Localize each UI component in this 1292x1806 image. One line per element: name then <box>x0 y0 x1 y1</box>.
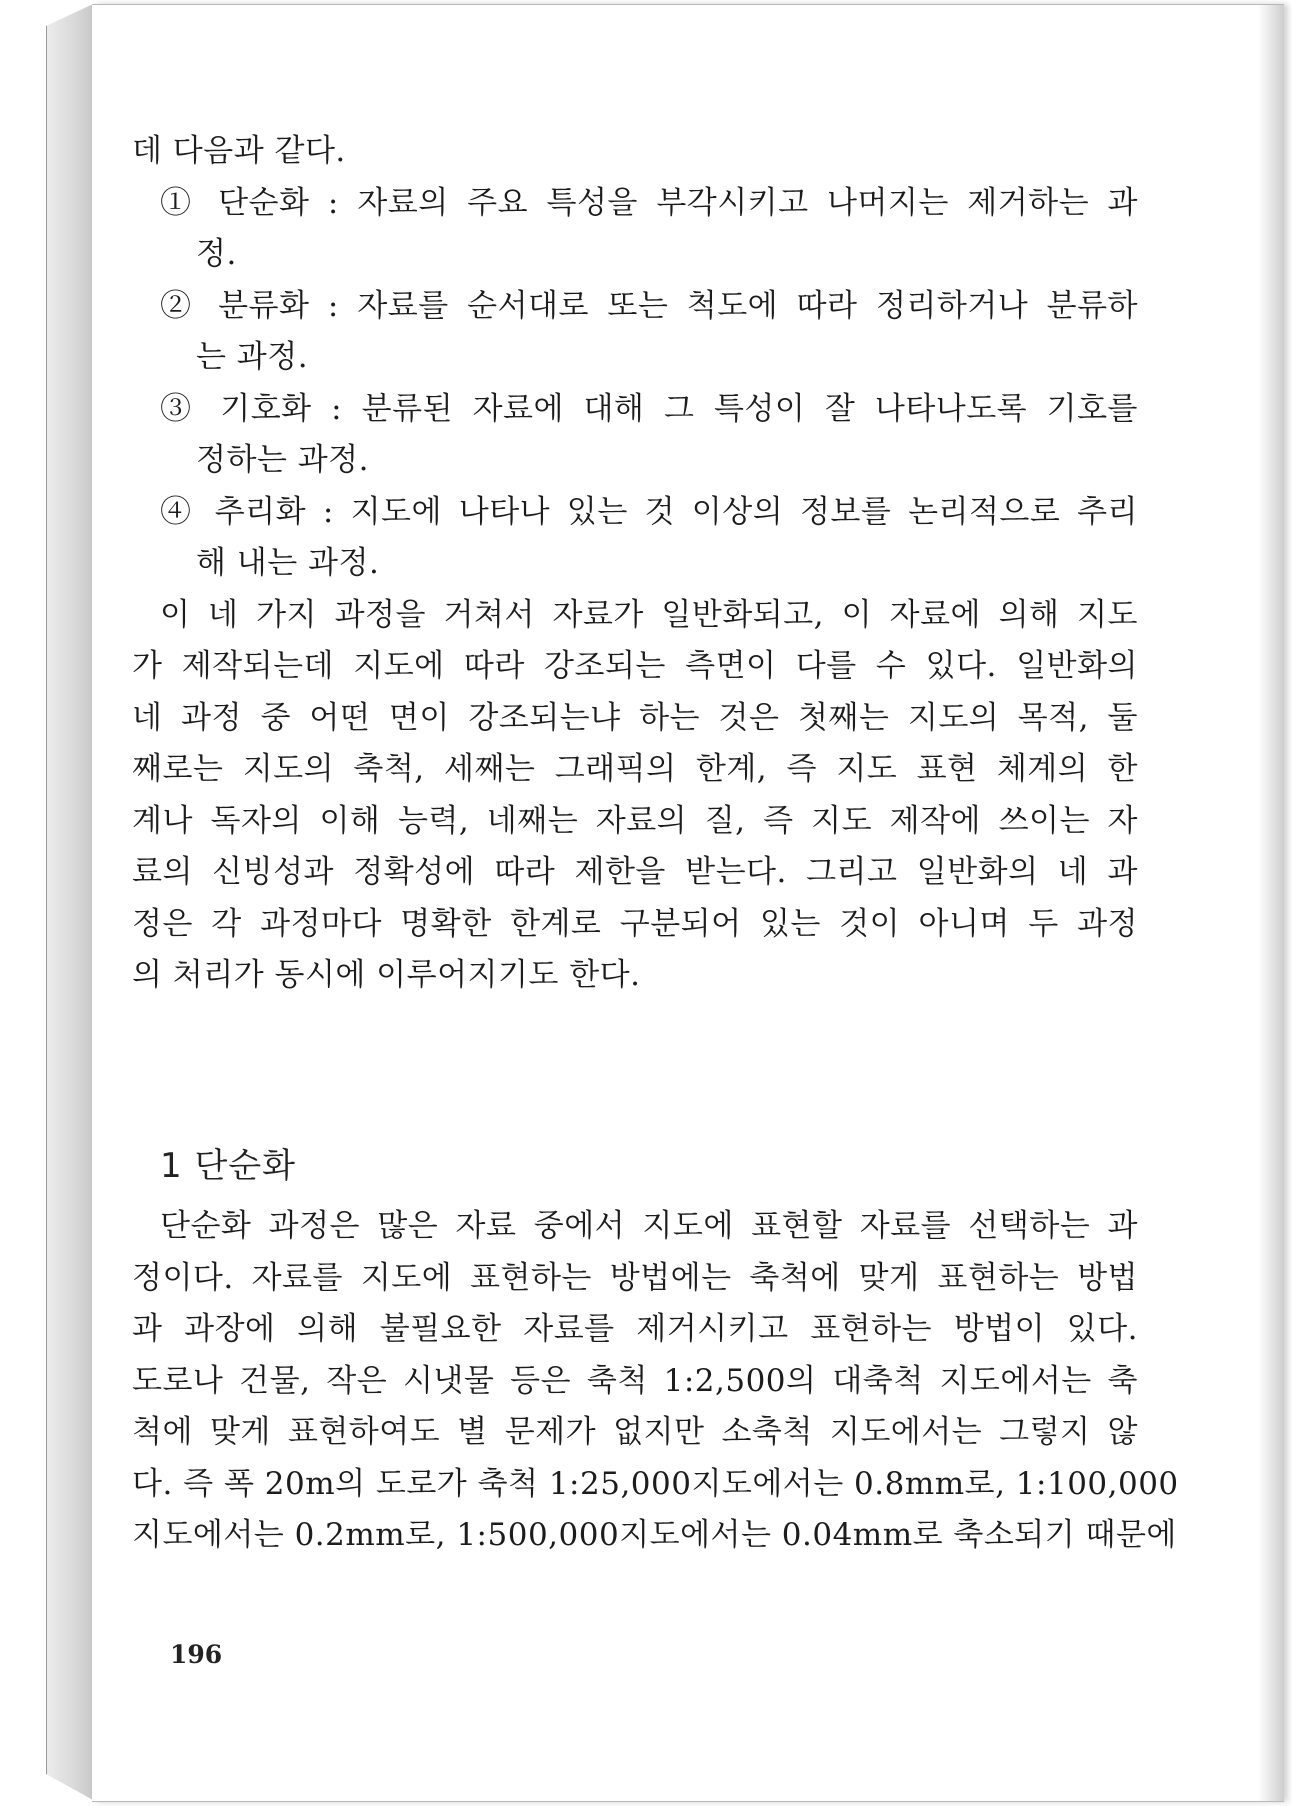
text-line: 가 제작되는데 지도에 따라 강조되는 측면이 다를 수 있다. 일반화의 <box>132 648 1138 684</box>
text-line: ① 단순화 : 자료의 주요 특성을 부각시키고 나머지는 제거하는 과 <box>160 184 1138 221</box>
text-line: 해 내는 과정. <box>196 545 380 581</box>
text-line: 지도에서는 0.2mm로, 1:500,000지도에서는 0.04mm로 축소되기 때문에 <box>132 1517 1177 1553</box>
text-line: ② 분류화 : 자료를 순서대로 또는 척도에 따라 정리하거나 분류하 <box>160 287 1138 324</box>
text-line: 단순화 과정은 많은 자료 중에서 지도에 표현할 자료를 선택하는 과 <box>160 1208 1138 1244</box>
text-line: 의 처리가 동시에 이루어지기도 한다. <box>132 957 641 993</box>
text-line: 데 다음과 같다. <box>132 133 346 169</box>
text-line: 정은 각 과정마다 명확한 한계로 구분되어 있는 것이 아니며 두 과정 <box>132 905 1138 942</box>
text-line: 다. 즉 폭 20m의 도로가 축척 1:25,000지도에서는 0.8mm로, 1:100,000 <box>132 1465 1179 1502</box>
text-line: 과 과장에 의해 불필요한 자료를 제거시키고 표현하는 방법이 있다. <box>132 1311 1138 1347</box>
text-line: 는 과정. <box>196 339 309 375</box>
text-line: ③ 기호화 : 분류된 자료에 대해 그 특성이 잘 나타나도록 기호를 <box>160 390 1138 427</box>
text-line: 정. <box>196 236 237 272</box>
text-line: 정이다. 자료를 지도에 표현하는 방법에는 축척에 맞게 표현하는 방법 <box>132 1259 1138 1296</box>
text-line: ④ 추리화 : 지도에 나타나 있는 것 이상의 정보를 논리적으로 추리 <box>160 493 1138 530</box>
book-spine <box>46 4 93 1800</box>
text-line: 정하는 과정. <box>196 442 369 478</box>
text-line: 척에 맞게 표현하여도 별 문제가 없지만 소축척 지도에서는 그렇지 않 <box>132 1414 1138 1450</box>
section-heading: 1 단순화 <box>160 1146 296 1187</box>
text-line: 네 과정 중 어떤 면이 강조되는냐 하는 것은 첫째는 지도의 목적, 둘 <box>132 699 1138 736</box>
text-line: 째로는 지도의 축척, 세째는 그래픽의 한계, 즉 지도 표현 체계의 한 <box>132 751 1138 787</box>
text-line: 도로나 건물, 작은 시냇물 등은 축척 1:2,500의 대축척 지도에서는 축 <box>132 1362 1138 1399</box>
text-line: 계나 독자의 이해 능력, 네째는 자료의 질, 즉 지도 제작에 쓰이는 자 <box>132 802 1138 839</box>
text-line: 이 네 가지 과정을 거쳐서 자료가 일반화되고, 이 자료에 의해 지도 <box>160 596 1138 633</box>
page-number: 196 <box>170 1640 223 1669</box>
page-edge-shadow <box>1258 5 1284 1801</box>
text-line: 료의 신빙성과 정확성에 따라 제한을 받는다. 그리고 일반화의 네 과 <box>132 854 1138 890</box>
